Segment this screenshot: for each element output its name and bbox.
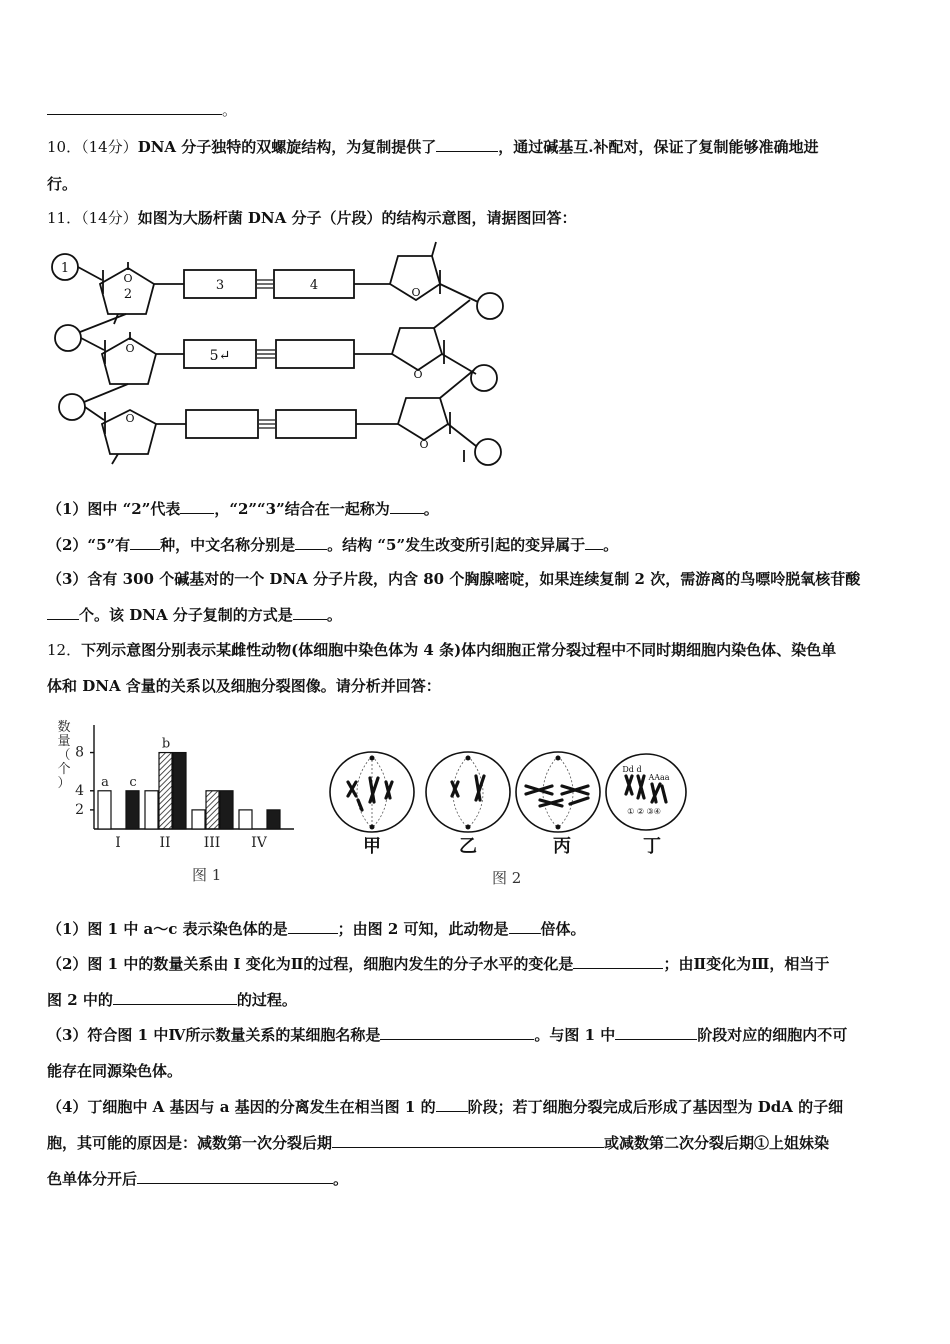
q10-line2: 行。 [47,175,78,193]
bar-c-I [126,791,139,829]
q11-score: （14分） [81,209,138,227]
cell-label-yi: 乙 [459,836,477,857]
ding-gene-marks-a: AAaa [648,773,670,782]
deoxyribose-right-2 [392,328,442,370]
bar-b-III [206,791,219,829]
base-row3-right [276,410,356,438]
cell-label-bing: 丙 [553,836,571,857]
dna-structure-diagram [48,236,508,468]
figure-1-bar-chart [50,715,300,855]
q12-intro-2: 体和 DNA 含量的关系以及细胞分裂图像。请分析并回答： [47,677,441,695]
q12-part4-cont: 胞，其可能的原因是：减数第一次分裂后期 或减数第二次分裂后期①上姐妹染 [47,1134,830,1152]
x-tick-label: III [203,835,221,851]
bar-a-IV [239,810,252,829]
cell-label-jia: 甲 [363,836,381,857]
q12-part2-cont: 图 2 中的 的过程。 [47,991,297,1009]
q12-part3-cont: 能存在同源染色体。 [47,1062,183,1080]
cell-yi [426,752,510,832]
label-o: O [125,412,135,425]
q11-part3-cont: 个。该 DNA 分子复制的方式是 。 [47,605,342,625]
label-o: O [123,272,133,285]
q12-intro-1: 12．下列示意图分别表示某雌性动物(体细胞中染色体为 4 条)体内细胞正常分裂过程中不同时期细胞内染色体、染色单 [47,641,837,659]
y-tick-label: 8 [75,744,84,761]
y-axis-label-char: （ [57,748,71,763]
q12-part1: （1）图 1 中 a～c 表示染色体的是 ；由图 2 可知，此动物是 倍体。 [47,920,586,938]
deoxyribose-right-3 [398,398,448,440]
bar-c-IV [267,810,280,829]
answer-blank [47,100,222,115]
label-o: O [413,368,423,381]
y-tick-label: 4 [75,782,84,799]
q12-part4: （4）丁细胞中 A 基因与 a 基因的分离发生在相当图 1 的 阶段；若丁细胞分裂完成后形成了基因型为 DdA 的子细 [47,1098,844,1116]
x-tick-label: II [159,835,171,851]
q12-number: 12． [47,641,82,659]
label-o: O [419,438,429,451]
figure-2-cell-images [326,748,696,858]
q10-score: （14分） [81,138,138,156]
bar-a-III [192,810,205,829]
cell-label-ding: 丁 [643,836,661,857]
label-o: O [125,342,135,355]
y-axis-label-char: 数 [57,720,71,735]
q12-part4-end: 色单体分开后 。 [47,1170,349,1188]
q11-number: 11． [47,209,82,227]
phosphate-right-2 [471,365,497,391]
base-row3-left [186,410,258,438]
x-tick-label: I [115,835,121,851]
y-axis-label-char: 量 [57,734,71,749]
ding-numbering: ① ② ③④ [627,807,661,816]
q11-part3: （3）含有 300 个碱基对的一个 DNA 分子片段，内含 80 个胸腺嘧啶，如果连续复制 2 次，需游离的鸟嘌呤脱氧核苷酸 [47,570,861,588]
y-axis-label-char: 个 [57,762,71,777]
bar-b-II [159,753,172,829]
label-3: 3 [215,278,225,293]
x-tick-label: IV [251,835,267,851]
figure-2-caption: 图 2 [492,869,522,887]
q12-part2: （2）图 1 中的数量关系由 I 变化为Ⅱ的过程，细胞内发生的分子水平的变化是 ；由Ⅱ变化为Ⅲ，相当于 [47,955,830,973]
bar-label-b: b [161,736,171,752]
cell-ding [606,754,686,830]
bar-a-II [145,791,158,829]
bar-c-II [173,753,186,829]
q11-intro: 11．（14分）如图为大肠杆菌 DNA 分子（片段）的结构示意图，请据图回答： [47,209,577,227]
base-row2-right [276,340,354,368]
label-4: 4 [309,278,319,293]
figure-1-caption: 图 1 [192,866,222,884]
label-o: O [411,286,421,299]
phosphate-right-1 [477,293,503,319]
q10-number: 10． [47,138,82,156]
q11-part1: （1）图中 “2”代表 ，“2”“3”结合在一起称为 。 [47,500,439,518]
y-axis-label-char: ） [57,776,71,791]
q12-part3: （3）符合图 1 中Ⅳ所示数量关系的某细胞名称是 。与图 1 中 阶段对应的细胞内不可 [47,1026,848,1044]
bar-label-c: c [129,774,137,790]
bar-label-a: a [101,774,109,790]
label-5: 5↵ [209,348,231,364]
label-2: 2 [123,287,133,302]
q10-line1: 10．（14分）DNA 分子独特的双螺旋结构，为复制提供了 ，通过碱基互.补配对，保证了复制能够准确地进 [47,138,819,156]
phosphate-left-3 [59,394,85,420]
label-1: 1 [60,261,70,276]
phosphate-left-2 [55,325,81,351]
bar-a-I [98,791,111,829]
phosphate-right-3 [475,439,501,465]
q11-part2: （2）“5”有 种，中文名称分别是 。结构 “5”发生改变所引起的变异属于 。 [47,536,619,554]
ding-gene-marks-d: Dd d [622,765,642,774]
y-tick-label: 2 [75,801,84,818]
answer-line-prev: 。 [47,100,237,120]
q10-blank-1 [436,137,498,152]
bar-c-III [220,791,233,829]
